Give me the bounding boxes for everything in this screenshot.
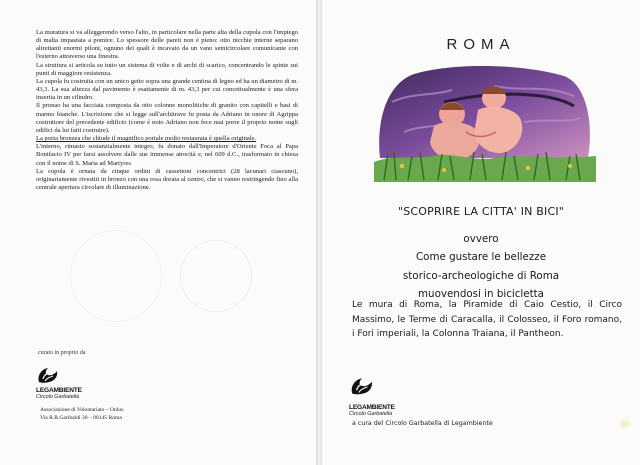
swan-leaf-icon xyxy=(349,376,375,398)
logo-name: LEGAMBIENTE xyxy=(349,404,395,411)
putti-illustration xyxy=(374,62,596,182)
faded-pantheon-drawing xyxy=(70,230,162,322)
swan-leaf-icon xyxy=(36,366,60,386)
logo-name: LEGAMBIENTE xyxy=(36,387,82,394)
address-line: Via R.R.Garibaldi 30 – 00145 Roma xyxy=(40,415,122,421)
right-page xyxy=(322,0,640,465)
logo-subtitle: Circolo Garbatella xyxy=(349,411,393,417)
legambiente-logo xyxy=(349,376,419,417)
page-title: ROMA xyxy=(446,36,516,53)
tagline-line: Come gustare le bellezze xyxy=(415,251,547,264)
tagline-line: storico-archeologiche di Roma xyxy=(402,269,560,282)
pantheon-description-text xyxy=(36,29,298,192)
paragraph: La cupola fu costruita con un unico getto sopra una grande centina di legno ed ha un diametro di m. 43,3. La sua altezza dal pavimento è esattamente di m. 43,3 per cui concettualmente è una sfera inserita in un cilindro. xyxy=(36,77,298,102)
faded-dome-drawing xyxy=(180,240,252,312)
tagline-line: ovvero xyxy=(463,233,499,245)
association-line: Associazione di Volontariato – Onlus xyxy=(40,407,124,413)
paragraph: L'interno, rimasto sostanzialmente integro, fu donato dall'Imperatore d'Oriente Foca al Papa Bonifacio IV per farsi assolvere dalle sue immense atrocità e, nel 609 d.C., trasformato in chiesa con il nome di S. Maria ad Martyres xyxy=(36,143,298,167)
credit-line: a cura del Circolo Garbatella di Legambiente xyxy=(352,420,493,427)
itinerary-description: Le mura di Roma, la Piramide di Caio Cestio, il Circo Massimo, le Terme di Caracalla, il Colosseo, il Foro romano, i Fori imperiali, la Colonna Traiana, il Pantheon. xyxy=(352,300,622,340)
left-page xyxy=(0,0,318,465)
paragraph: La struttura si articola su tutto un sistema di volte e di archi di scarico, concentrando le spinte sui punti di maggiore resistenza. xyxy=(36,61,298,77)
paragraph-underlined: La porta bronzea che chiude il magnifico portale molto restaurata è quella originale. xyxy=(36,135,257,143)
tagline xyxy=(322,230,640,304)
paragraph: La muratura si va alleggerendo verso l'alto, in particolare nella parte alta della cupola con l'impiego di malta impastata a pomice. Lo spessore delle pareti non è pieno: otto nicchie interne separano altrettanti enormi piloni, ognuno dei quali è incavato da un vano semicircolare comunicante con l'esterno attraverso una finestra. xyxy=(36,29,298,61)
tagline-line: muovendosi in bicicletta xyxy=(418,288,544,301)
paper-stain xyxy=(618,418,632,430)
logo-subtitle: Circolo Garbatella xyxy=(36,394,80,400)
brochure-subtitle: "SCOPRIRE LA CITTA' IN BICI" xyxy=(397,205,565,218)
paragraph: Il pronao ha una facciata composta da otto colonne monolitiche di granito con capitelli e basi di marmo bianche. L'iscrizione che si legge sull'architrave fu posta da Adriano in onore di Agrippa costruttore del precedente edificio (come è noto Adriano non fece mai porre il proprio nome sugli edifici da lui fatti costruire). xyxy=(36,102,298,134)
paragraph: La cupola è ornata da cinque ordini di cassettoni concentrici (28 lacunari ciascuno), originariamente rivestiti in bronzo con una rosa dorata al centro, che si vanno restringendo fino alla centrale apertura circolare di illuminazione. xyxy=(36,167,298,191)
legambiente-logo xyxy=(36,366,96,400)
association-info xyxy=(40,406,123,422)
curato-label: curato in proprio da xyxy=(38,350,86,356)
